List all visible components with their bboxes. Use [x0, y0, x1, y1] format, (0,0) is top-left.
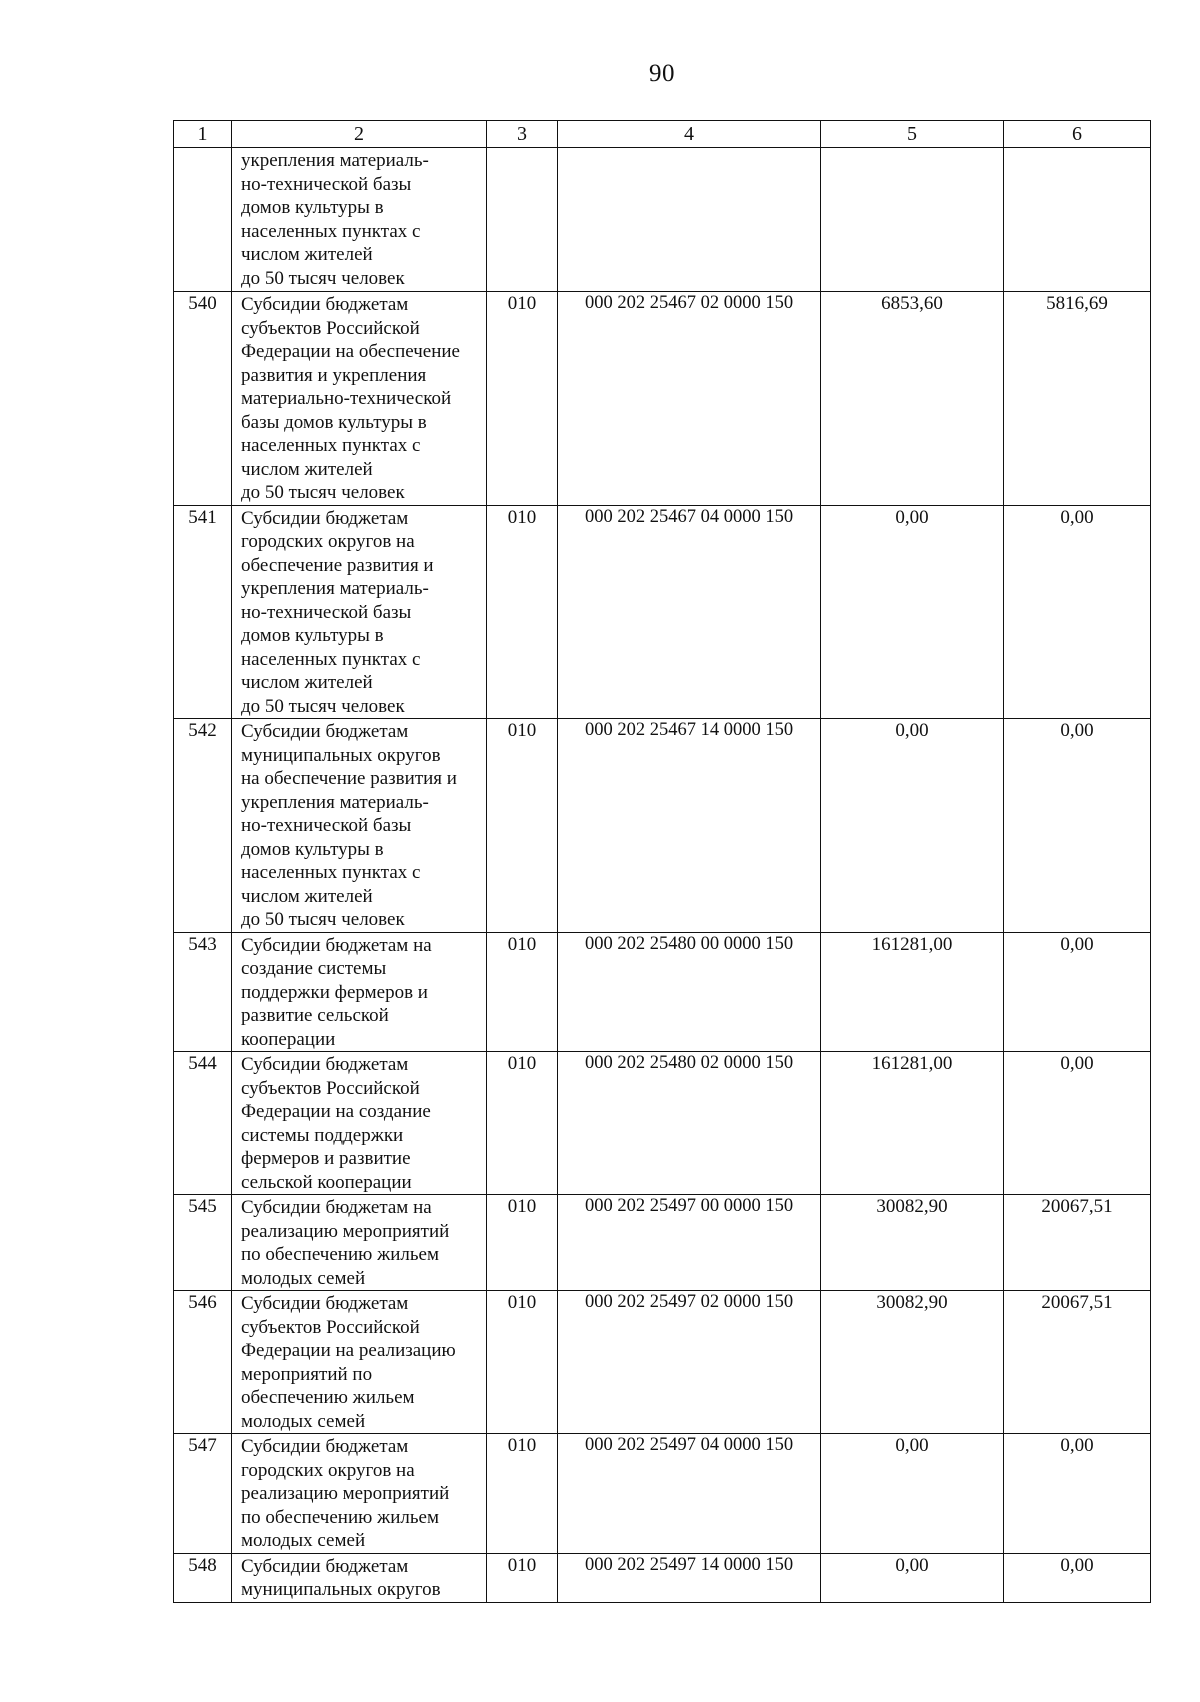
- row-number: 546: [174, 1291, 232, 1434]
- column-header: 5: [821, 121, 1004, 148]
- row-value-5: 0,00: [821, 719, 1004, 933]
- row-name: Субсидии бюджетам субъектов Российской Федерации на создание системы поддержки фермеров и развитие сельской кооперации: [232, 1052, 487, 1195]
- table-row: [174, 1291, 1151, 1434]
- row-value-6: 0,00: [1004, 1434, 1151, 1554]
- row-value-6: 0,00: [1004, 505, 1151, 719]
- row-name: Субсидии бюджетам на реализацию мероприятий по обеспечению жильем молодых семей: [232, 1195, 487, 1291]
- row-value-6: 0,00: [1004, 719, 1151, 933]
- table-row: [174, 932, 1151, 1052]
- table-row: [174, 719, 1151, 933]
- row-number: 544: [174, 1052, 232, 1195]
- row-name: Субсидии бюджетам субъектов Российской Федерации на реализацию мероприятий по обеспечению жильем молодых семей: [232, 1291, 487, 1434]
- row-budget-code: 000 202 25480 02 0000 150: [558, 1052, 821, 1195]
- row-number: 540: [174, 292, 232, 506]
- row-number: 548: [174, 1553, 232, 1602]
- row-name: Субсидии бюджетам городских округов на обеспечение развития и укрепления материаль- но-технической базы домов культуры в населенных пунктах с числом жителей до 50 тысяч человек: [232, 505, 487, 719]
- row-value-5: 30082,90: [821, 1291, 1004, 1434]
- row-number: [174, 148, 232, 292]
- page-number: 90: [649, 60, 675, 87]
- row-admin-code: 010: [487, 1052, 558, 1195]
- row-value-6: 0,00: [1004, 932, 1151, 1052]
- row-admin-code: 010: [487, 1291, 558, 1434]
- row-value-5: 0,00: [821, 1553, 1004, 1602]
- row-name: Субсидии бюджетам городских округов на реализацию мероприятий по обеспечению жильем молодых семей: [232, 1434, 487, 1554]
- table-row: [174, 1553, 1151, 1602]
- row-budget-code: 000 202 25467 02 0000 150: [558, 292, 821, 506]
- row-value-6: 0,00: [1004, 1553, 1151, 1602]
- row-number: 545: [174, 1195, 232, 1291]
- table-row: [174, 1052, 1151, 1195]
- row-budget-code: 000 202 25467 04 0000 150: [558, 505, 821, 719]
- row-admin-code: 010: [487, 1553, 558, 1602]
- row-value-6: 20067,51: [1004, 1291, 1151, 1434]
- row-admin-code: [487, 148, 558, 292]
- column-header: 1: [174, 121, 232, 148]
- column-header: 3: [487, 121, 558, 148]
- row-name: Субсидии бюджетам на создание системы поддержки фермеров и развитие сельской кооперации: [232, 932, 487, 1052]
- row-name: Субсидии бюджетам субъектов Российской Федерации на обеспечение развития и укрепления материально-технической базы домов культуры в населенных пунктах с числом жителей до 50 тысяч человек: [232, 292, 487, 506]
- row-budget-code: 000 202 25497 04 0000 150: [558, 1434, 821, 1554]
- row-number: 541: [174, 505, 232, 719]
- budget-table: [173, 120, 1151, 1603]
- table-row: [174, 505, 1151, 719]
- row-value-6: [1004, 148, 1151, 292]
- row-value-5: 6853,60: [821, 292, 1004, 506]
- row-value-5: [821, 148, 1004, 292]
- row-budget-code: [558, 148, 821, 292]
- row-value-5: 0,00: [821, 505, 1004, 719]
- row-admin-code: 010: [487, 719, 558, 933]
- row-budget-code: 000 202 25467 14 0000 150: [558, 719, 821, 933]
- row-value-6: 0,00: [1004, 1052, 1151, 1195]
- row-number: 547: [174, 1434, 232, 1554]
- row-budget-code: 000 202 25497 14 0000 150: [558, 1553, 821, 1602]
- row-number: 543: [174, 932, 232, 1052]
- row-value-6: 20067,51: [1004, 1195, 1151, 1291]
- row-value-5: 30082,90: [821, 1195, 1004, 1291]
- row-value-5: 161281,00: [821, 1052, 1004, 1195]
- table-row: [174, 292, 1151, 506]
- column-header: 2: [232, 121, 487, 148]
- table-row: [174, 1434, 1151, 1554]
- row-admin-code: 010: [487, 1434, 558, 1554]
- table-row: [174, 148, 1151, 292]
- column-header: 6: [1004, 121, 1151, 148]
- row-admin-code: 010: [487, 1195, 558, 1291]
- row-value-5: 161281,00: [821, 932, 1004, 1052]
- row-value-5: 0,00: [821, 1434, 1004, 1554]
- row-admin-code: 010: [487, 505, 558, 719]
- row-name: Субсидии бюджетам муниципальных округов на обеспечение развития и укрепления материаль- но-технической базы домов культуры в населенных пунктах с числом жителей до 50 тысяч человек: [232, 719, 487, 933]
- row-admin-code: 010: [487, 292, 558, 506]
- column-header: 4: [558, 121, 821, 148]
- row-name: Субсидии бюджетам муниципальных округов: [232, 1553, 487, 1602]
- row-budget-code: 000 202 25497 02 0000 150: [558, 1291, 821, 1434]
- row-value-6: 5816,69: [1004, 292, 1151, 506]
- row-name: укрепления материаль- но-технической базы домов культуры в населенных пунктах с числом жителей до 50 тысяч человек: [232, 148, 487, 292]
- row-budget-code: 000 202 25497 00 0000 150: [558, 1195, 821, 1291]
- row-number: 542: [174, 719, 232, 933]
- table-header-row: [174, 121, 1151, 148]
- row-admin-code: 010: [487, 932, 558, 1052]
- row-budget-code: 000 202 25480 00 0000 150: [558, 932, 821, 1052]
- table-row: [174, 1195, 1151, 1291]
